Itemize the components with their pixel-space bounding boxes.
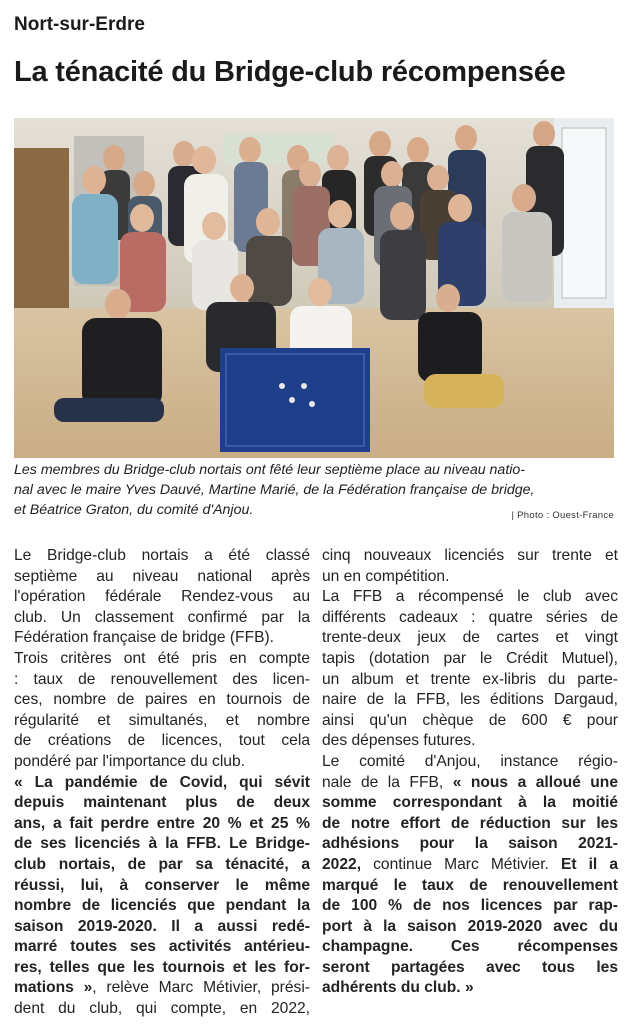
- text-line: Le comité d'Anjou, instance régio-: [322, 752, 618, 770]
- text-line: dent du club, qui compte, en 2022,: [14, 1000, 310, 1018]
- text-line: différents cadeaux : quatre séries de: [322, 608, 618, 626]
- text-line: club. Un classement confirmé par la: [14, 608, 310, 626]
- text-line: Le Bridge-club nortais a été classé: [14, 547, 310, 564]
- text-line: l'opération fédérale Rendez-vous au: [14, 588, 310, 606]
- text-line: ces, nombre de paires en tournois de: [14, 691, 310, 709]
- locality-heading: Nort-sur-Erdre: [14, 14, 145, 35]
- text-line: marqué le taux de renouvellement: [322, 876, 618, 894]
- text-line: Trois critères ont été pris en compte: [14, 649, 310, 667]
- text-segment: Et il a: [560, 855, 618, 873]
- caption-line: et Béatrice Graton, du comité d'Anjou.: [14, 502, 254, 518]
- group-photo: [14, 118, 614, 458]
- text-line: La FFB a récompensé le club avec: [322, 588, 618, 606]
- text-line: pondéré par l'importance du club.: [14, 752, 245, 770]
- text-line: tapis (dotation par le Crédit Mutuel),: [322, 649, 618, 667]
- caption-line: nal avec le maire Yves Dauvé, Martine Marié, de la Fédération française de bridge,: [14, 482, 535, 498]
- text-line: régularité et simultanés, et nombre: [14, 711, 310, 729]
- caption-line: Les membres du Bridge-club nortais ont fêté leur septième place au niveau natio-: [14, 462, 526, 478]
- text-line: adhésions pour la saison 2021-: [322, 835, 618, 853]
- article-column-left: [14, 546, 310, 1020]
- photo-credit: | Photo : Ouest-France: [511, 510, 614, 521]
- text-line: réussi, lui, à conserver le même: [14, 876, 310, 894]
- text-segment: 2022,: [322, 855, 374, 873]
- text-line: septième au niveau national après: [14, 567, 310, 585]
- text-line: club nortais, de par sa ténacité, a: [14, 855, 310, 873]
- text-line: de 100 % de nos licences par rap-: [322, 897, 618, 915]
- text-segment: mations »: [14, 979, 93, 997]
- article-column-right: [322, 546, 618, 999]
- text-line: un album et trente ex-libris du parte-: [322, 670, 618, 688]
- text-line: [322, 855, 618, 876]
- text-line: de ses licenciés à la FFB. Le Bridge-: [14, 835, 310, 853]
- text-segment: , relève Marc Métivier, prési-: [92, 979, 310, 997]
- text-line: adhérents du club. »: [322, 979, 474, 997]
- text-line: de créations de licences, tout cela: [14, 732, 310, 750]
- text-line: res, telles que les tournois et les for-: [14, 958, 310, 976]
- text-line: ans, a fait perdre entre 20 % et 25 %: [14, 814, 310, 832]
- text-segment: nale de la FFB,: [322, 773, 453, 791]
- text-line: champagne. Ces récompenses: [322, 938, 618, 956]
- text-line: marré toutes ses activités antérieu-: [14, 938, 310, 956]
- text-line: [14, 978, 310, 999]
- group-photo-illustration: [14, 118, 614, 458]
- text-line: « La pandémie de Covid, qui sévit: [14, 773, 310, 791]
- text-line: trente-deux jeux de cartes et vingt: [322, 629, 618, 647]
- text-line: Fédération française de bridge (FFB).: [14, 629, 275, 647]
- text-line: seront partagées avec tous les: [322, 958, 618, 976]
- text-segment: continue Marc Métivier.: [373, 855, 561, 873]
- text-line: naire de la FFB, les éditions Dargaud,: [322, 691, 618, 709]
- text-line: saison 2019-2020. Il a aussi redé-: [14, 917, 310, 935]
- text-line: depuis maintenant plus de deux: [14, 794, 310, 812]
- text-segment: « nous a alloué une: [452, 773, 618, 791]
- text-line: un en compétition.: [322, 567, 450, 585]
- article-headline: La ténacité du Bridge-club récompensée: [14, 56, 566, 88]
- text-line: des dépenses futures.: [322, 732, 476, 750]
- text-line: nombre de licenciés que pendant la: [14, 897, 310, 915]
- text-line: ainsi qu'un chèque de 600 € pour: [322, 711, 618, 729]
- text-line: [322, 773, 618, 794]
- text-line: cinq nouveaux licenciés sur trente et: [322, 547, 618, 564]
- text-line: port à la saison 2019-2020 avec du: [322, 917, 618, 935]
- text-line: : taux de renouvellement des licen-: [14, 670, 310, 688]
- text-line: somme correspondant à la moitié: [322, 794, 618, 812]
- text-line: de notre effort de réduction sur les: [322, 814, 618, 832]
